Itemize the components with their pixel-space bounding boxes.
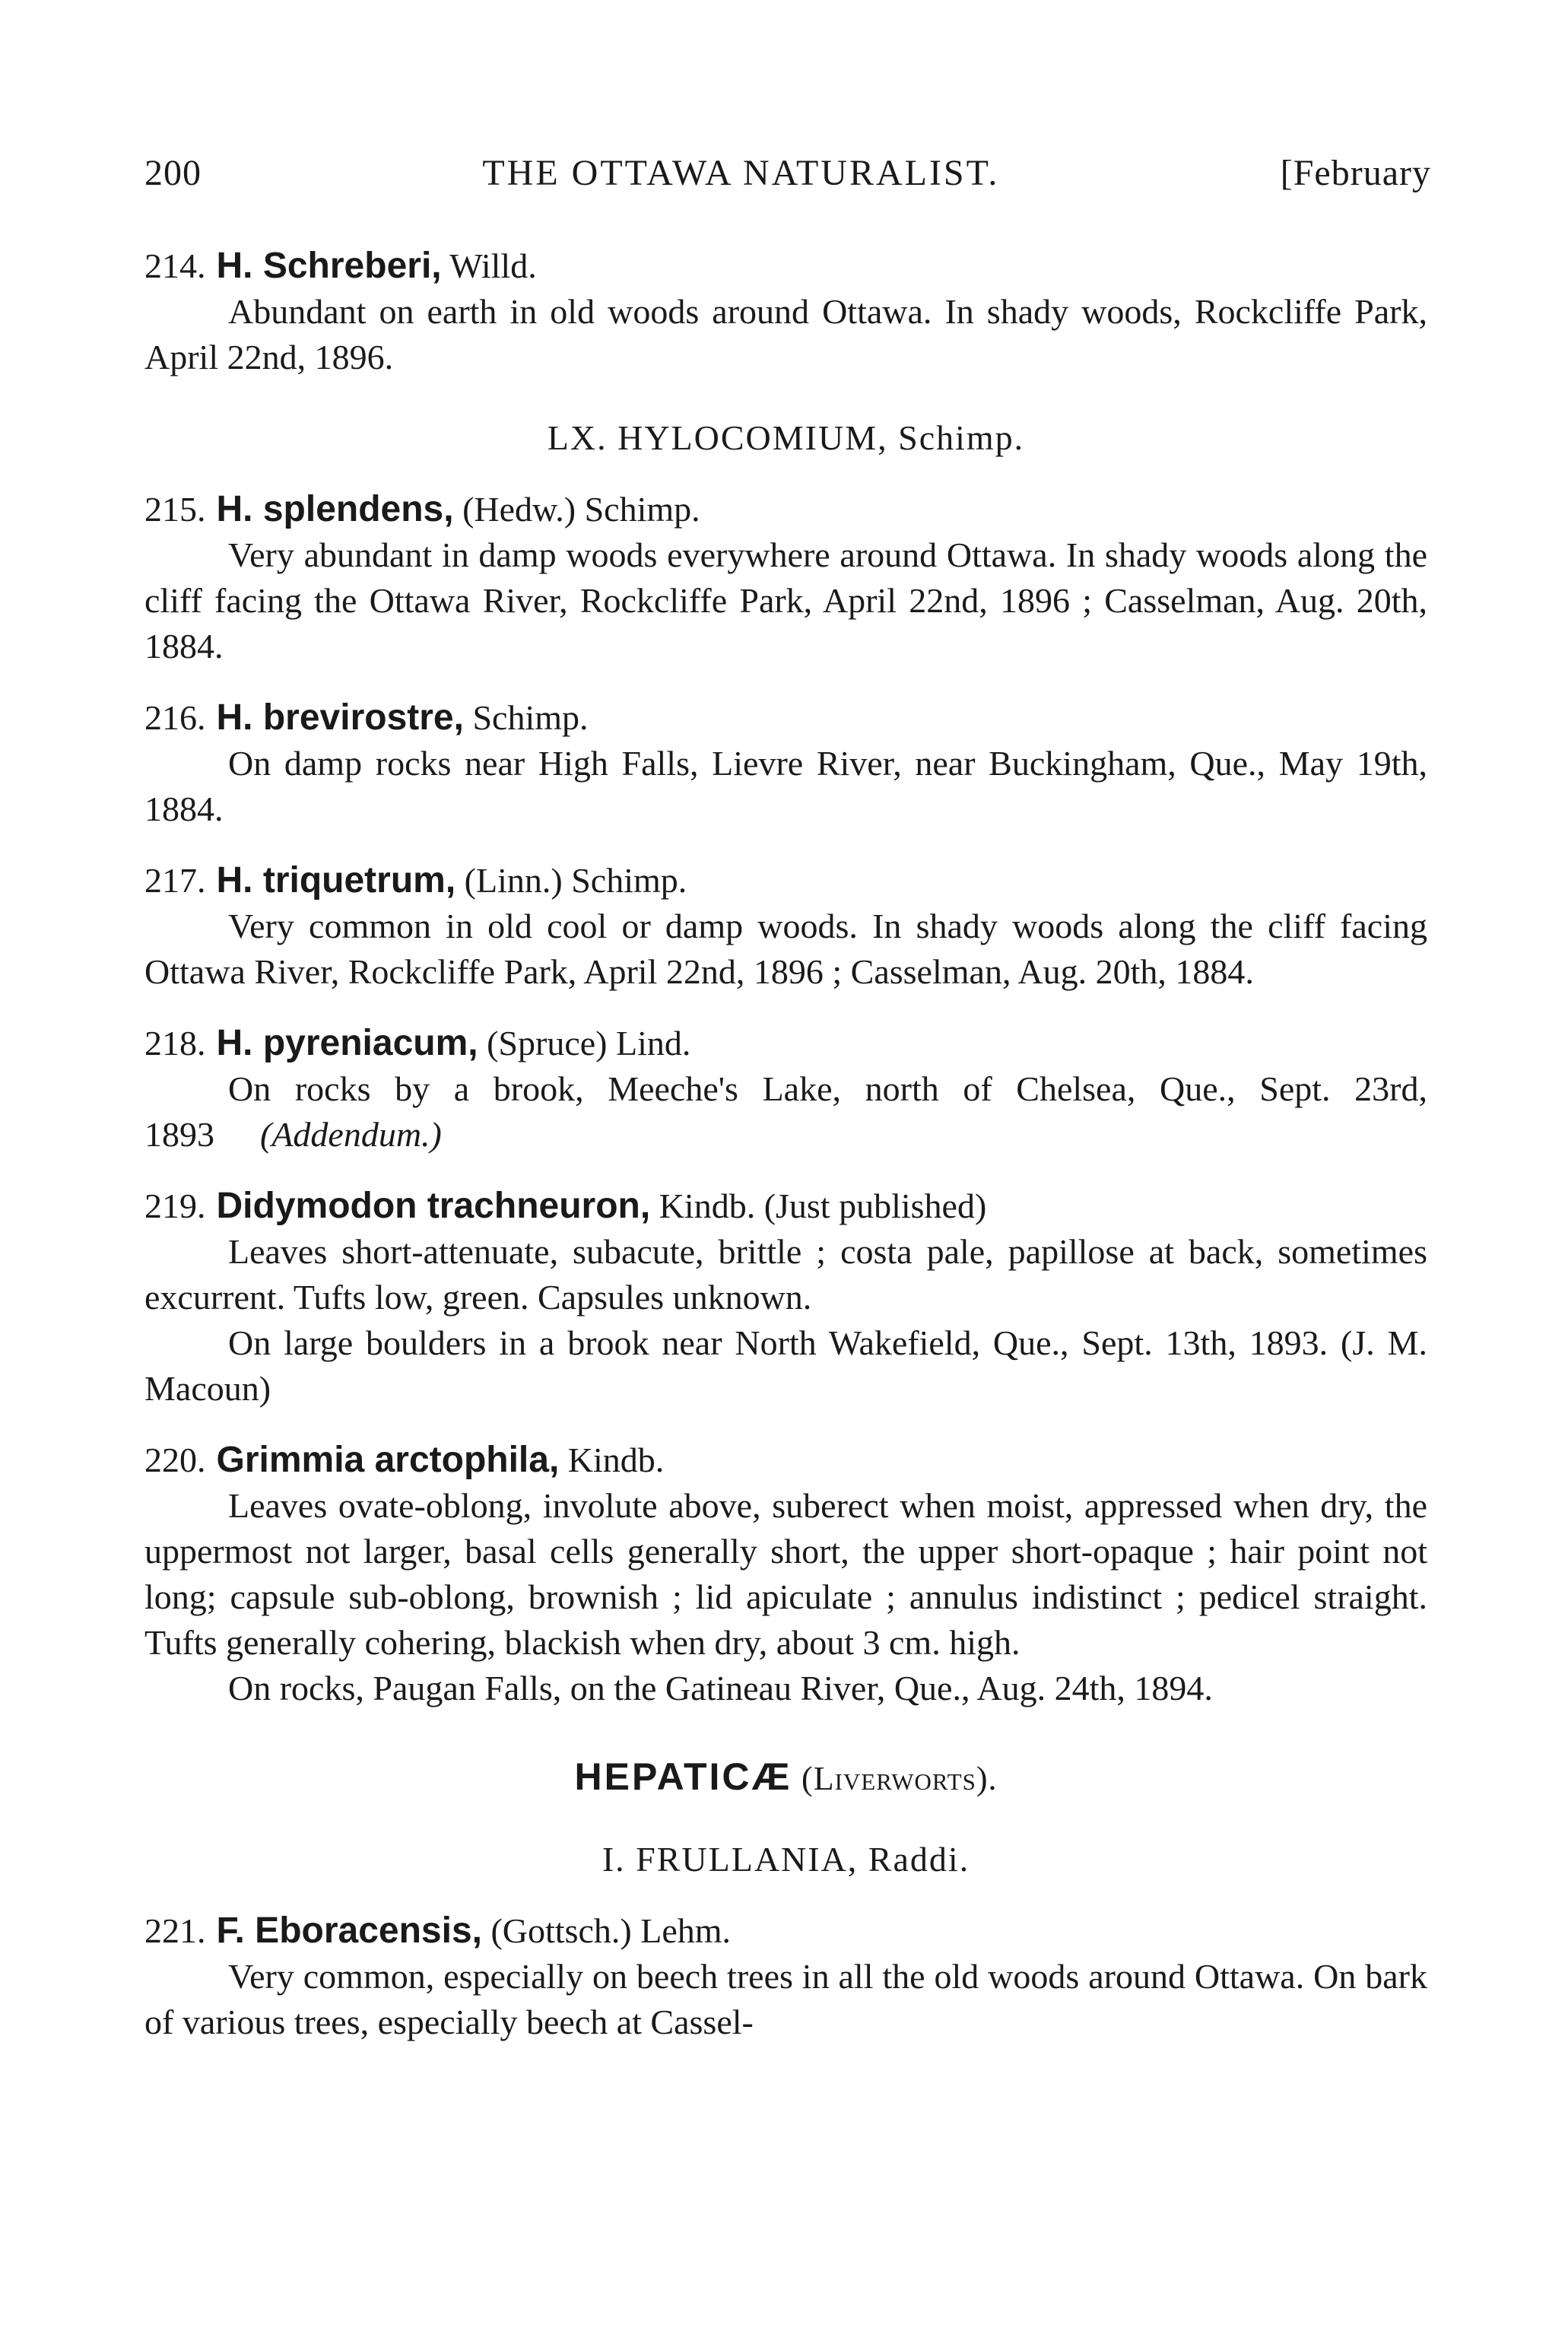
species-entry: [144, 487, 1427, 669]
species-name: F. Eboracensis,: [216, 1911, 482, 1951]
description-text: Leaves ovate-oblong, involute above, suberect when moist, appressed when dry, the uppermost not larger, basal cells generally short, the upper short-opaque ; hair point not long; capsule sub-oblong, brownish ; lid apiculate ; annulus indistinct ; pedicel straight. Tufts generally cohering, blackish when dry, about 3 cm. high.: [144, 1486, 1427, 1662]
genus-heading: I. FRULLANIA, Raddi.: [601, 1840, 970, 1879]
description-text: Very abundant in damp woods everywhere around Ottawa. In shady woods along the cliff facing the Ottawa River, Rockcliffe Park, April 22nd, 1896 ; Casselman, Aug. 20th, 1884.: [144, 535, 1427, 665]
description-text: Very common in old cool or damp woods. In shady woods along the cliff facing Ottawa River, Rockcliffe Park, April 22nd, 1896 ; Casselman, Aug. 20th, 1884.: [144, 907, 1427, 991]
species-authority: (Spruce) Lind.: [478, 1024, 691, 1063]
species-authority: (Gottsch.) Lehm.: [481, 1911, 732, 1950]
issue-month: [February: [1280, 153, 1431, 193]
entry-description: [144, 1483, 1427, 1666]
entry-number: 215.: [144, 490, 206, 529]
description-text: Abundant on earth in old woods around Ottawa. In shady woods, Rockcliffe Park, April 22nd, 1896.: [144, 292, 1427, 376]
entry-number: 214.: [144, 246, 206, 285]
species-entry: [144, 1437, 1427, 1711]
entries-group-b: [144, 487, 1427, 1711]
section-heading: [144, 1754, 1427, 1802]
entries-group-c: [144, 1908, 1427, 2045]
description-text: On rocks by a brook, Meeche's Lake, north of Chelsea, Que., Sept. 23rd, 1893: [144, 1069, 1427, 1154]
entry-heading: [144, 1021, 1427, 1066]
species-name: Grimmia arctophila,: [216, 1440, 560, 1480]
species-name: H. brevirostre,: [216, 697, 464, 738]
species-authority: Kindb. (Just published): [650, 1186, 987, 1225]
species-authority: (Linn.) Schimp.: [455, 861, 687, 900]
entry-number: 220.: [144, 1440, 206, 1479]
section-title: HEPATICÆ: [574, 1755, 792, 1798]
entry-description: [144, 1954, 1427, 2045]
entry-description: [144, 1229, 1427, 1320]
species-entry: [144, 695, 1427, 832]
entry-description: [144, 1066, 1427, 1158]
species-name: H. splendens,: [216, 489, 454, 529]
entry-description: [144, 532, 1427, 669]
entry-heading: [144, 695, 1427, 741]
description-text: On rocks, Paugan Falls, on the Gatineau River, Que., Aug. 24th, 1894.: [228, 1669, 1213, 1707]
species-entry: [144, 243, 1427, 380]
entry-description: [144, 1666, 1427, 1711]
description-text: Very common, especially on beech trees in all the old woods around Ottawa. On bark of various trees, especially beech at Cassel-: [144, 1957, 1427, 2041]
species-entry: [144, 1021, 1427, 1158]
entry-description: [144, 741, 1427, 832]
entry-description: [144, 289, 1427, 380]
description-text: On damp rocks near High Falls, Lievre River, near Buckingham, Que., May 19th, 1884.: [144, 744, 1427, 828]
species-authority: Willd.: [441, 246, 537, 285]
genus-heading: LX. HYLOCOMIUM, Schimp.: [547, 418, 1025, 457]
entry-note: (Addendum.): [260, 1115, 442, 1154]
running-header: [144, 152, 1431, 194]
page-number: 200: [144, 153, 202, 193]
species-entry: [144, 1183, 1427, 1412]
entry-heading: [144, 858, 1427, 904]
species-name: H. triquetrum,: [216, 860, 456, 901]
description-text: Leaves short-attenuate, subacute, brittle ; costa pale, papillose at back, sometimes excurrent. Tufts low, green. Capsules unknown.: [144, 1232, 1427, 1317]
entry-description: [144, 904, 1427, 995]
entry-heading: [144, 1908, 1427, 1954]
entry-heading: [144, 487, 1427, 532]
species-entry: [144, 858, 1427, 995]
entry-number: 221.: [144, 1911, 206, 1950]
journal-title: THE OTTAWA NATURALIST.: [482, 153, 1000, 193]
species-authority: (Hedw.) Schimp.: [453, 490, 700, 529]
entry-heading: [144, 1437, 1427, 1483]
description-text: On large boulders in a brook near North Wakefield, Que., Sept. 13th, 1893. (J. M. Macoun): [144, 1323, 1427, 1408]
species-name: Didymodon trachneuron,: [216, 1186, 651, 1226]
species-authority: Schimp.: [463, 698, 589, 737]
entry-number: 216.: [144, 698, 206, 737]
entry-heading: [144, 243, 1427, 289]
entry-number: 217.: [144, 861, 206, 900]
entry-number: 218.: [144, 1024, 206, 1063]
species-authority: Kindb.: [559, 1440, 665, 1479]
species-name: H. Schreberi,: [216, 246, 442, 286]
section-subtitle: (Liverworts).: [801, 1760, 998, 1797]
entry-number: 219.: [144, 1186, 206, 1225]
species-entry: [144, 1908, 1427, 2045]
entry-heading: [144, 1183, 1427, 1229]
species-name: H. pyreniacum,: [216, 1023, 478, 1063]
entry-description: [144, 1320, 1427, 1412]
page-body: [144, 243, 1427, 2071]
entries-group-a: [144, 243, 1427, 380]
